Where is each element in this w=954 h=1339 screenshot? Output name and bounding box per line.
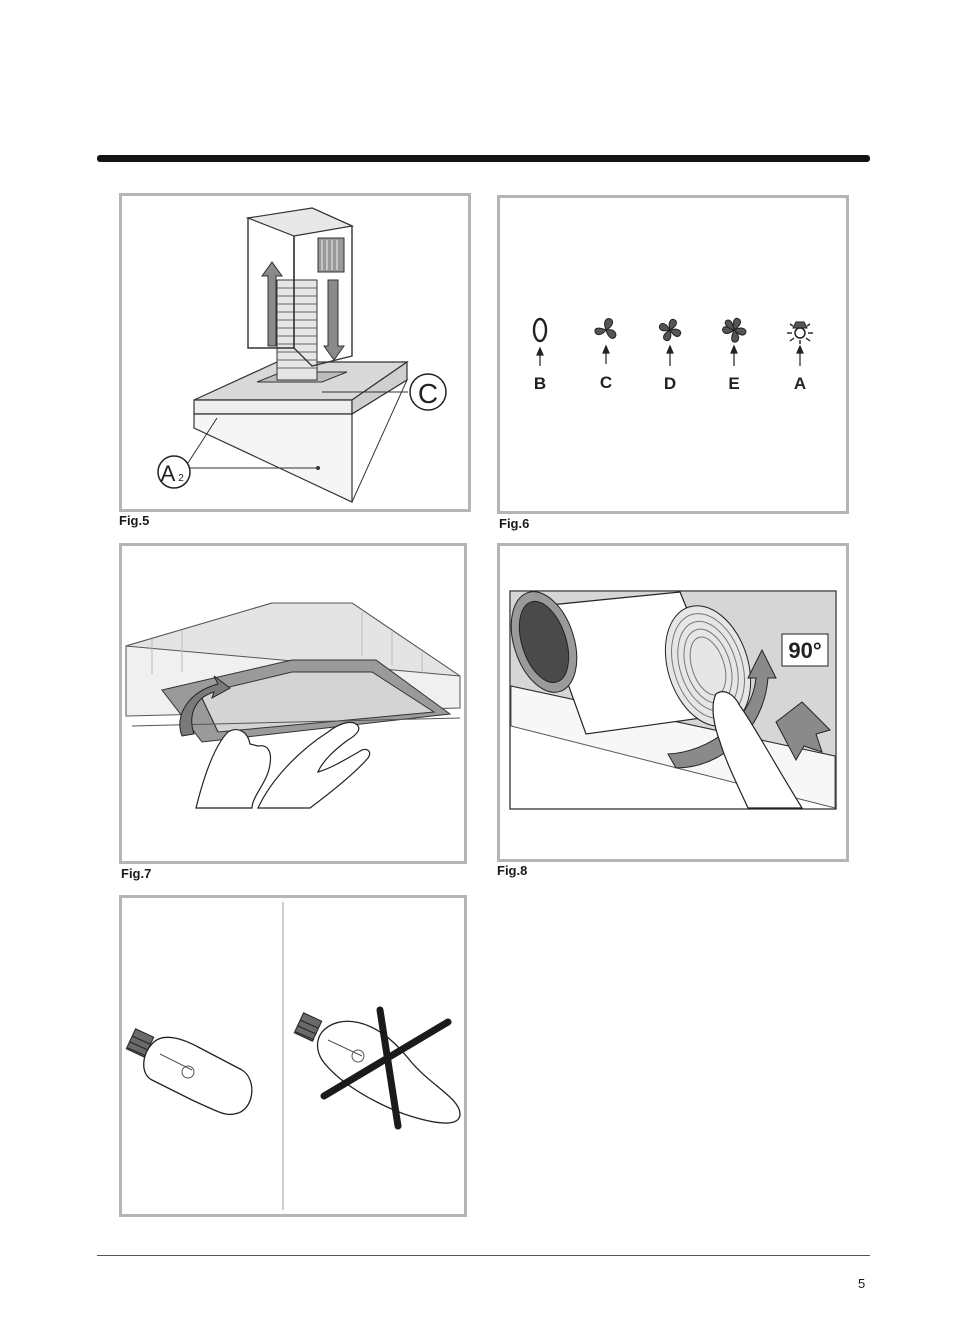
- callout-a-subscript: 2: [178, 473, 184, 484]
- footer-rule: [97, 1255, 870, 1256]
- fig8-caption: Fig.8: [497, 863, 528, 878]
- fan-speed-2-icon: [659, 319, 680, 340]
- callout-a-label: A: [160, 461, 176, 486]
- fan-speed-3-icon: [723, 318, 746, 342]
- light-icon: [787, 322, 813, 344]
- correct-bulb-icon: [126, 1029, 252, 1115]
- figure-9-panel: [119, 895, 467, 1217]
- figure-8-panel: [497, 543, 849, 862]
- callout-c-label: C: [417, 378, 439, 409]
- off-icon: [534, 319, 546, 341]
- fig7-caption: Fig.7: [121, 866, 152, 881]
- control-label-c: C: [599, 373, 613, 392]
- fig5-caption: Fig.5: [119, 513, 150, 528]
- figure-5-panel: [119, 193, 471, 512]
- rotation-angle-label: 90°: [788, 638, 822, 663]
- figure-7-panel: [119, 543, 467, 864]
- header-rule: [97, 155, 870, 162]
- control-label-b: B: [533, 374, 547, 393]
- fig9-bulb-illustration: [122, 898, 464, 1214]
- fig7-filter-removal-illustration: [122, 546, 464, 861]
- control-label-d: D: [663, 374, 677, 393]
- fig6-caption: Fig.6: [499, 516, 530, 531]
- fan-speed-1-icon: [595, 318, 616, 338]
- fig6-control-panel: [500, 198, 846, 511]
- control-label-a: A: [793, 374, 807, 393]
- control-label-e: E: [728, 374, 740, 393]
- fig8-carbon-filter-illustration: [500, 546, 846, 859]
- fig5-hood-chimney-illustration: [122, 196, 468, 509]
- figure-6-panel: [497, 195, 849, 514]
- page-number: 5: [858, 1276, 866, 1291]
